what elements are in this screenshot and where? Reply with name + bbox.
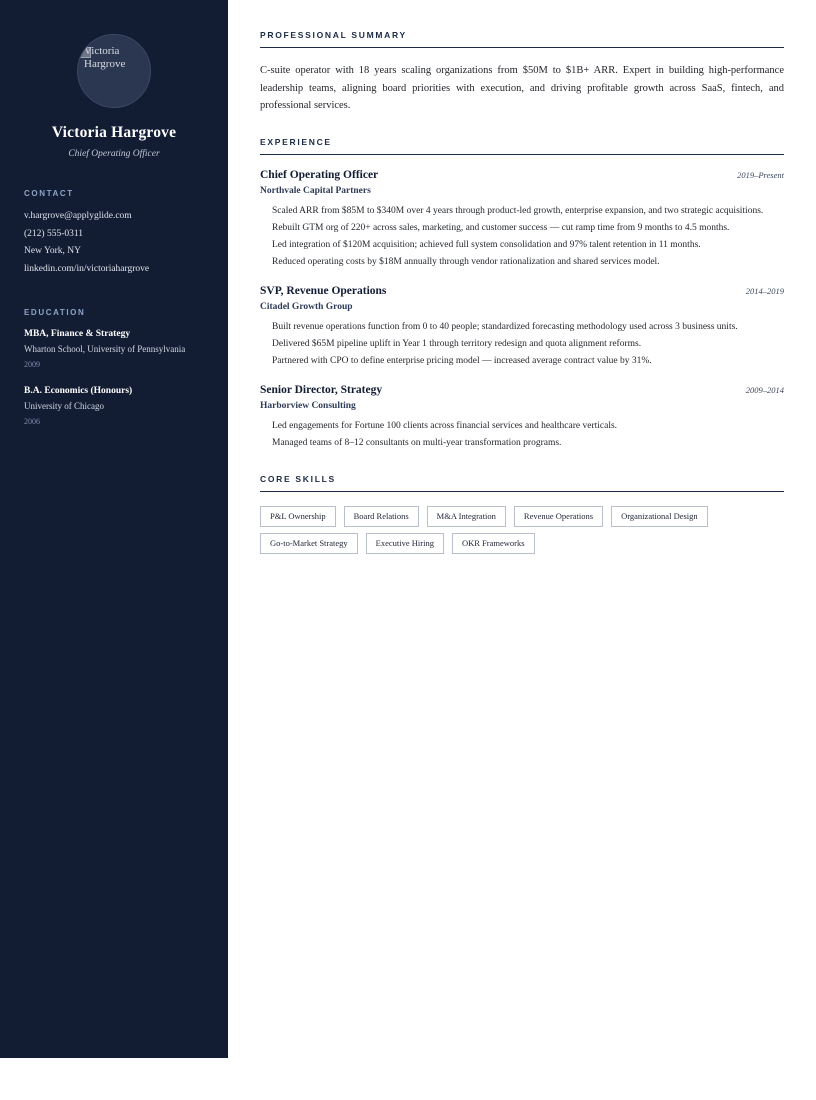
education-school: University of Chicago bbox=[24, 401, 104, 411]
experience-item bbox=[260, 285, 784, 370]
contact-linkedin[interactable]: linkedin.com/in/victoriahargrove bbox=[24, 263, 150, 274]
education-degree: MBA, Finance & Strategy bbox=[24, 329, 131, 339]
skill-chip: M&A Integration bbox=[427, 506, 506, 527]
summary-heading: PROFESSIONAL SUMMARY bbox=[260, 30, 784, 48]
education-year: 2009 bbox=[24, 360, 40, 369]
summary-section bbox=[260, 30, 784, 115]
experience-item-header bbox=[260, 384, 784, 396]
job-dates: 2014–2019 bbox=[745, 285, 784, 296]
job-bullets bbox=[260, 203, 784, 271]
education-item bbox=[24, 384, 204, 429]
avatar-alt-text: Victoria Hargrove bbox=[84, 45, 126, 70]
main-content bbox=[260, 30, 784, 576]
job-bullet: Rebuilt GTM org of 220+ across sales, marketing, and customer success — cut ramp time from 9 months to 4.5 months. bbox=[272, 222, 730, 233]
skill-chip: OKR Frameworks bbox=[452, 533, 535, 554]
experience-item bbox=[260, 384, 784, 452]
job-bullets bbox=[260, 418, 784, 452]
experience-heading: EXPERIENCE bbox=[260, 137, 784, 155]
contact-list bbox=[24, 208, 204, 278]
job-bullet: Managed teams of 8–12 consultants on multi-year transformation programs. bbox=[272, 437, 562, 448]
job-bullet: Partnered with CPO to define enterprise pricing model — increased average contract value by 31%. bbox=[272, 355, 652, 366]
contact-phone: (212) 555-0311 bbox=[24, 228, 84, 239]
job-company: Harborview Consulting bbox=[260, 400, 356, 411]
education-list bbox=[24, 327, 204, 429]
job-dates: 2009–2014 bbox=[745, 384, 784, 395]
skill-chip: Executive Hiring bbox=[366, 533, 444, 554]
job-bullet: Led integration of $120M acquisition; achieved full system consolidation and 97% talent retention in 11 months. bbox=[272, 239, 701, 250]
candidate-name: Victoria Hargrove bbox=[51, 124, 177, 141]
contact-heading: CONTACT bbox=[24, 189, 74, 198]
job-dates: 2019–Present bbox=[737, 169, 784, 180]
job-bullet: Built revenue operations function from 0 to 40 people; standardized forecasting methodology used across 3 business units. bbox=[272, 321, 738, 332]
experience-item-header bbox=[260, 169, 784, 181]
job-bullet: Led engagements for Fortune 100 clients across financial services and healthcare verticals. bbox=[272, 420, 618, 431]
job-title: Senior Director, Strategy bbox=[260, 383, 383, 396]
skill-chip: Go-to-Market Strategy bbox=[260, 533, 358, 554]
experience-item bbox=[260, 169, 784, 271]
job-title: Chief Operating Officer bbox=[260, 168, 379, 181]
job-bullet: Scaled ARR from $85M to $340M over 4 years through product-led growth, enterprise expansion, and two strategic acquisitions. bbox=[272, 205, 764, 216]
job-bullet: Reduced operating costs by $18M annually through vendor rationalization and shared services model. bbox=[272, 256, 660, 267]
education-degree: B.A. Economics (Honours) bbox=[24, 386, 133, 396]
contact-location: New York, NY bbox=[24, 246, 82, 256]
skills-section bbox=[260, 474, 784, 554]
skill-chip: P&L Ownership bbox=[260, 506, 336, 527]
job-company: Northvale Capital Partners bbox=[260, 185, 371, 196]
skill-chip: Revenue Operations bbox=[514, 506, 603, 527]
education-heading: EDUCATION bbox=[24, 308, 86, 317]
skill-chip: Organizational Design bbox=[611, 506, 708, 527]
education-year: 2006 bbox=[24, 417, 40, 426]
job-bullets bbox=[260, 319, 784, 370]
contact-email: v.hargrove@applyglide.com bbox=[24, 211, 132, 221]
education-school: Wharton School, University of Pennsylvania bbox=[24, 344, 186, 354]
education-item bbox=[24, 327, 204, 372]
experience-item-header bbox=[260, 285, 784, 297]
job-bullet: Delivered $65M pipeline uplift in Year 1 through territory redesign and quota alignment reforms. bbox=[272, 338, 642, 349]
job-company: Citadel Growth Group bbox=[260, 301, 353, 312]
summary-text: C-suite operator with 18 years scaling organizations from $50M to $1B+ ARR. Expert in building high-performance leadership teams, aligning board priorities with execution, and driving profitable growth across SaaS, fintech, and professional services. bbox=[260, 65, 784, 111]
job-title: SVP, Revenue Operations bbox=[260, 284, 387, 297]
skill-chip: Board Relations bbox=[344, 506, 419, 527]
candidate-title: Chief Operating Officer bbox=[68, 149, 160, 159]
sidebar bbox=[0, 0, 228, 1058]
skills-list bbox=[260, 506, 784, 554]
skills-heading: CORE SKILLS bbox=[260, 474, 784, 492]
avatar bbox=[77, 34, 151, 108]
experience-section bbox=[260, 137, 784, 452]
